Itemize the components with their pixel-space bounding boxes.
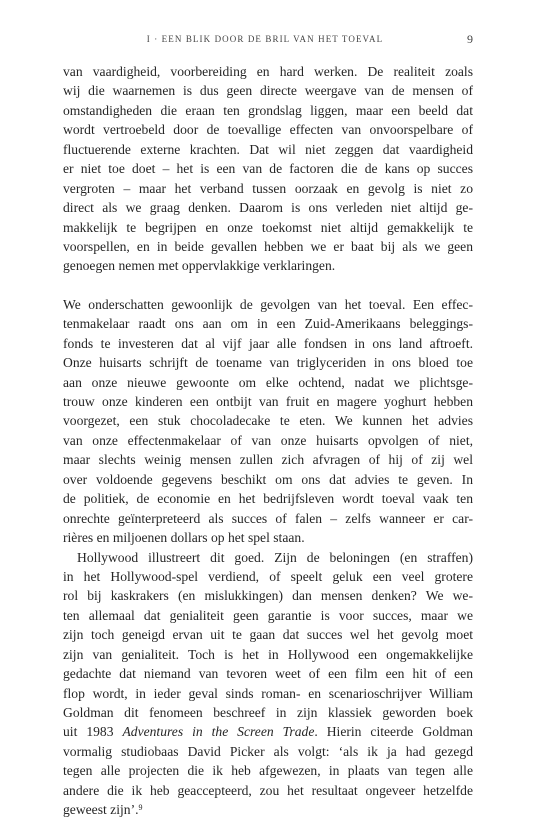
body-text (63, 62, 473, 820)
text-line: fluctuerende externe krachten. Dat wil niet zeggen dat vaardigheid (63, 141, 473, 157)
text-line-with-title (63, 722, 473, 741)
text-line: er niet toe doet – het is een van de factoren die de kans op succes (63, 161, 473, 177)
text-line: makkelijk te begrijpen en onze toekomst niet altijd gemakkelijk te (63, 219, 473, 235)
text-line: fonds te investeren dat al vijf jaar alle fondsen in ons land aftroeft. (63, 335, 473, 351)
text-line: wordt vertroebeld door de toevallige effecten van onvoorspelbare of (63, 122, 473, 138)
paragraph-3 (63, 548, 473, 820)
text-line: onrechte geïnterpreteerd als succes of falen – zelfs wanneer er car- (63, 510, 473, 526)
line-suffix: . Hierin citeerde Goldman (314, 724, 473, 740)
text-line: omstandigheden die eraan ten grondslag liggen, maar een beeld dat (63, 102, 473, 118)
running-head-title: I · EEN BLIK DOOR DE BRIL VAN HET TOEVAL (146, 34, 384, 44)
text-line: Hollywood illustreert dit goed. Zijn de beloningen (en straffen) (77, 549, 473, 565)
line-prefix: uit 1983 (63, 724, 123, 740)
running-head (63, 32, 473, 48)
text-line: in het Hollywood-spel verdiend, of speelt geluk een veel grotere (63, 568, 473, 584)
text-line: tenmakelaar raadt ons aan om in een Zuid-Amerikaans beleggings- (63, 316, 473, 332)
text-line: rières en miljoenen dollars op het spel staan. (63, 530, 305, 546)
text-line: aan onze nieuwe gewoonte om elke ochtend, nadat we plichtsge- (63, 374, 473, 390)
text-line: vormalig studiobaas David Picker als volgt: ‘als ik ja had gezegd (63, 743, 473, 759)
text-line: genoegen nemen met oppervlakkige verklaringen. (63, 258, 336, 274)
text-line: rol bij kaskrakers (en mislukkingen) dan mensen denken? We we- (63, 588, 473, 604)
text-line: wij die waarnemen is dus geen directe weergave van de mensen of (63, 83, 473, 99)
text-line: We onderschatten gewoonlijk de gevolgen van het toeval. Een effec- (63, 296, 473, 312)
text-line: maar slechts weinig mensen zullen zich afvragen of hij of zij wel (63, 452, 473, 468)
text-line: van onze effectenmakelaar of van onze huisarts opvolgen of niet, (63, 432, 473, 448)
text-line: andere die ik heb geaccepteerd, zou het resultaat ongeveer hetzelfde (63, 782, 473, 798)
text-line: tegen alle projecten die ik heb afgewezen, in plaats van tegen alle (63, 763, 473, 779)
text-line: gedachte dat niemand van tevoren weet of een film een hit of een (63, 666, 473, 682)
text-line: Onze huisarts schrijft de toename van triglyceriden in ons bloed toe (63, 355, 473, 371)
paragraph-1 (63, 62, 473, 276)
text-line: voorgezet, een stuk chocoladecake te eten. We kunnen het advies (63, 413, 473, 429)
text-line: over voldoende gegevens beschikt om ons dat advies te geven. In (63, 471, 473, 487)
text-line: trouw onze kinderen een ontbijt van fruit en magere yoghurt hebben (63, 394, 473, 409)
text-line: vergroten – maar het verband tussen oorzaak en gevolg is niet zo (63, 180, 473, 196)
text-line: zijn van genialiteit. Toch is het in Hollywood een ongemakkelijke (63, 646, 473, 662)
text-line: zijn toch geneigd ervan uit te gaan dat succes wel het gevolg moet (63, 627, 473, 643)
paragraph-2 (63, 295, 473, 548)
footnote-marker[interactable]: 9 (138, 803, 143, 813)
text-line: ten allemaal dat genialiteit geen garantie is voor succes, maar we (63, 607, 473, 623)
text-line: van vaardigheid, voorbereiding en hard werken. De realiteit zoals (63, 64, 473, 79)
text-line: Goldman dit fenomeen beschreef in zijn klassiek geworden boek (63, 705, 473, 720)
final-line-text: geweest zijn’. (63, 802, 139, 818)
text-line: voorspellen, en in beide gevallen hebben we er baat bij als we geen (63, 238, 473, 254)
book-title: Adventures in the Screen Trade (122, 724, 315, 740)
text-line-final (63, 800, 473, 819)
text-line: de politiek, de economie en het bedrijfsleven wordt toeval vaak ten (63, 491, 473, 507)
page-number: 9 (467, 32, 473, 46)
text-line: flop wordt, in ieder geval sinds roman- en scenarioschrijver William (63, 685, 473, 701)
text-line: direct als we graag denken. Daarom is ons verleden niet altijd ge- (63, 200, 473, 216)
